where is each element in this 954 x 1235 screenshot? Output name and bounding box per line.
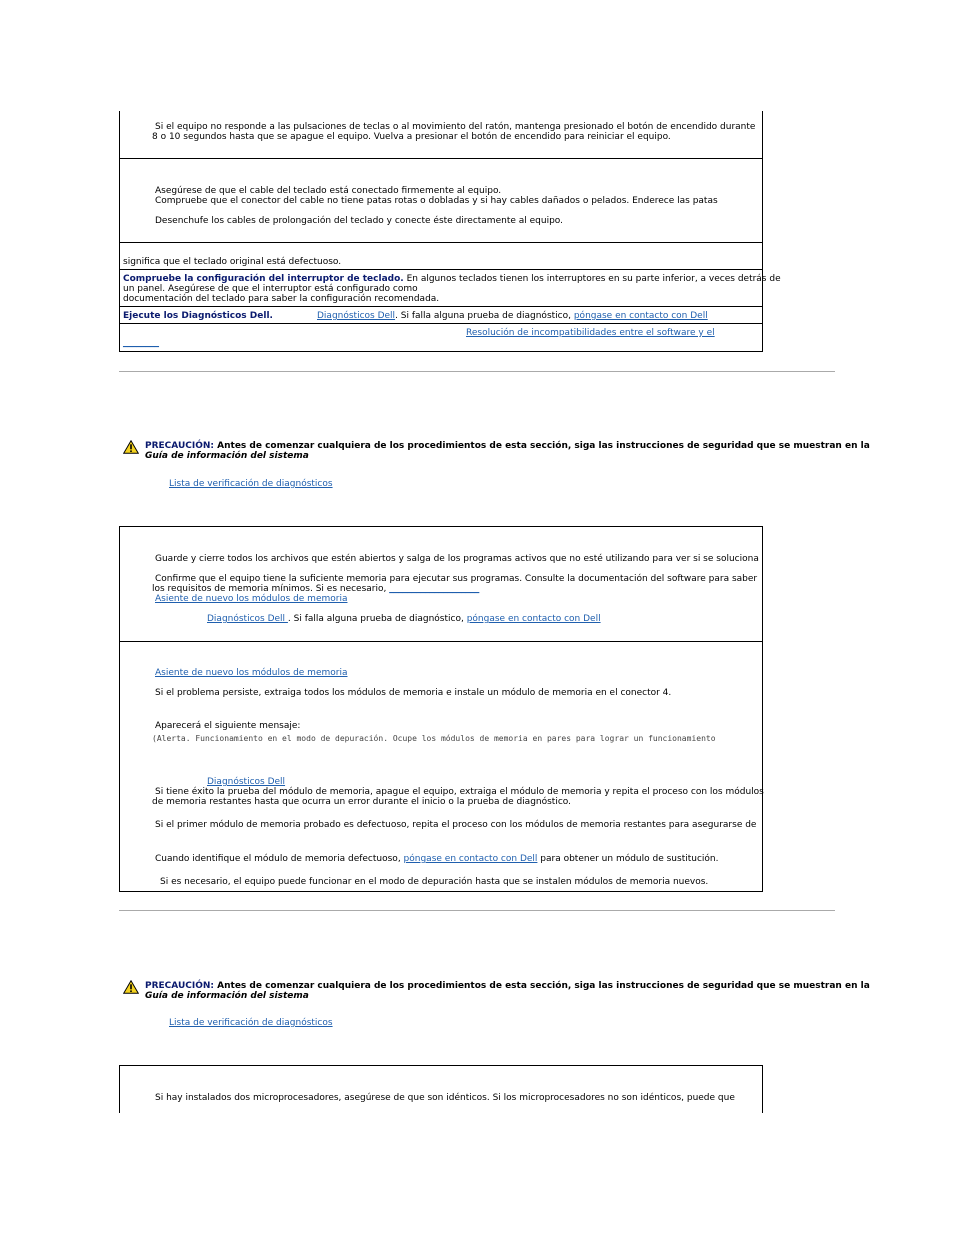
processor-table — [119, 1065, 763, 1113]
kb-row5-label — [123, 311, 273, 322]
memory-req-link[interactable]: ____________________ — [389, 584, 480, 594]
caution1-label: PRECAUCIÓN: — [145, 441, 215, 451]
section-divider — [119, 910, 835, 911]
diagnostics-dell-link[interactable]: Diagnósticos Dell — [317, 311, 396, 321]
mem-r2-success1: Si tiene éxito la prueba del módulo de memoria, apague el equipo, extraiga el módulo de memoria y repita el proceso con los módulos — [155, 787, 764, 797]
mem-r2-identify — [155, 854, 718, 865]
caution1-checklist-wrap — [169, 479, 333, 490]
kb-row4-line3: documentación del teclado para saber la configuración recomendada. — [123, 294, 440, 304]
kb-row5-bold: Ejecute los Diagnósticos Dell. — [123, 311, 273, 321]
caution2-text: Antes de comenzar cualquiera de los procedimientos de esta sección, siga las instrucciones de seguridad que se muestran en la — [214, 981, 870, 991]
mem-r2-identify-text: Cuando identifique el módulo de memoria defectuoso, — [155, 854, 404, 864]
caution1-guide-line — [145, 451, 309, 462]
software-incompat-link-tail[interactable]: ________ — [123, 338, 159, 348]
kb-row4-line2: un panel. Asegúrese de que el interruptor está configurado como — [123, 284, 418, 294]
caution2-guide-line — [145, 991, 309, 1002]
mem-r1-line3-text: los requisitos de memoria mínimos. Si es necesario, — [152, 584, 390, 594]
diagnostics-checklist-link[interactable]: Lista de verificación de diagnósticos — [169, 1018, 333, 1028]
mem-r1-reseat-wrap — [155, 594, 347, 605]
mem-r2-identify-tail: para obtener un módulo de sustitución. — [537, 854, 719, 864]
caution-warning-icon — [123, 440, 139, 454]
caution2-label: PRECAUCIÓN: — [145, 981, 215, 991]
mem-r2-first: Si el primer módulo de memoria probado es defectuoso, repita el proceso con los módulos de memoria restantes para asegurarse de — [155, 820, 757, 830]
contact-dell-link[interactable]: póngase en contacto con Dell — [466, 614, 601, 624]
caution2-checklist-wrap — [169, 1018, 333, 1029]
mem-r1-diag-line — [207, 614, 601, 625]
mem-r2-debug: Si es necesario, el equipo puede funcionar en el modo de depuración hasta que se instalen módulos de memoria nuevos. — [160, 877, 709, 887]
caution2-guide: Guía de información del sistema — [145, 991, 309, 1001]
caution1-text: Antes de comenzar cualquiera de los procedimientos de esta sección, siga las instrucciones de seguridad que se muestran en la — [214, 441, 870, 451]
kb-row5-content — [317, 311, 708, 322]
kb-row5-text: . Si falla alguna prueba de diagnóstico, — [395, 311, 574, 321]
kb-row4-text1: En algunos teclados tienen los interruptores en su parte inferior, a veces detrás de — [403, 274, 781, 284]
kb-row6-link-wrap — [466, 328, 715, 339]
kb-row6-tail-wrap — [123, 338, 159, 349]
caution-warning-icon — [123, 980, 139, 994]
mem-r1-line1: Guarde y cierre todos los archivos que estén abiertos y salga de los programas activos que no esté utilizando para ver si se soluciona — [155, 554, 759, 564]
mem-r1-diag-text: . Si falla alguna prueba de diagnóstico, — [287, 614, 467, 624]
mem-r2-reseat-wrap — [155, 668, 347, 679]
diagnostics-dell-link[interactable]: Diagnósticos Dell — [207, 614, 288, 624]
mem-r2-message-intro: Aparecerá el siguiente mensaje: — [155, 721, 301, 731]
software-incompat-link[interactable]: Resolución de incompatibilidades entre el software y el — [466, 328, 715, 338]
mem-r2-persist: Si el problema persiste, extraiga todos los módulos de memoria e instale un módulo de memoria en el conector 4. — [155, 688, 672, 698]
proc-r1-line1: Si hay instalados dos microprocesadores, asegúrese de que son idénticos. Si los microprocesadores no son idénticos, puede que — [155, 1093, 735, 1103]
kb-row1-text: Si el equipo no responde a las pulsaciones de teclas o al movimiento del ratón, mantenga presionado el botón de encendido durante — [155, 122, 756, 132]
section-divider — [119, 371, 835, 372]
diagnostics-checklist-link[interactable]: Lista de verificación de diagnósticos — [169, 479, 333, 489]
kb-row2-line2: Compruebe que el conector del cable no tiene patas rotas o dobladas y si hay cables dañados o pelados. Enderece las patas — [155, 196, 718, 206]
mem-r2-message: (Alerta. Funcionamiento en el modo de depuración. Ocupe los módulos de memoria en pares para lograr un funcionamiento — [152, 734, 716, 743]
mem-r2-success2: de memoria restantes hasta que ocurra un error durante el inicio o la prueba de diagnóstico. — [152, 797, 571, 807]
contact-dell-link[interactable]: póngase en contacto con Dell — [403, 854, 538, 864]
kb-row4-bold: Compruebe la configuración del interruptor de teclado. — [123, 274, 404, 284]
reseat-memory-link[interactable]: Asiente de nuevo los módulos de memoria — [155, 594, 348, 604]
caution1-guide: Guía de información del sistema — [145, 451, 309, 461]
diagnostics-dell-link[interactable]: Diagnósticos Dell — [207, 777, 286, 787]
reseat-memory-link[interactable]: Asiente de nuevo los módulos de memoria — [155, 668, 348, 678]
contact-dell-link[interactable]: póngase en contacto con Dell — [573, 311, 708, 321]
kb-row2-line1: Asegúrese de que el cable del teclado está conectado firmemente al equipo. — [155, 186, 502, 196]
mem-r1-line2: Confirme que el equipo tiene la suficiente memoria para ejecutar sus programas. Consulte la documentación del software para saber — [155, 574, 758, 584]
kb-row3-text: significa que el teclado original está defectuoso. — [123, 257, 342, 267]
kb-row2-line3: Desenchufe los cables de prolongación del teclado y conecte éste directamente al equipo. — [155, 216, 563, 226]
kb-row1-text2: 8 o 10 segundos hasta que se apague el equipo. Vuelva a presionar el botón de encendido para reiniciar el equipo. — [152, 132, 671, 142]
